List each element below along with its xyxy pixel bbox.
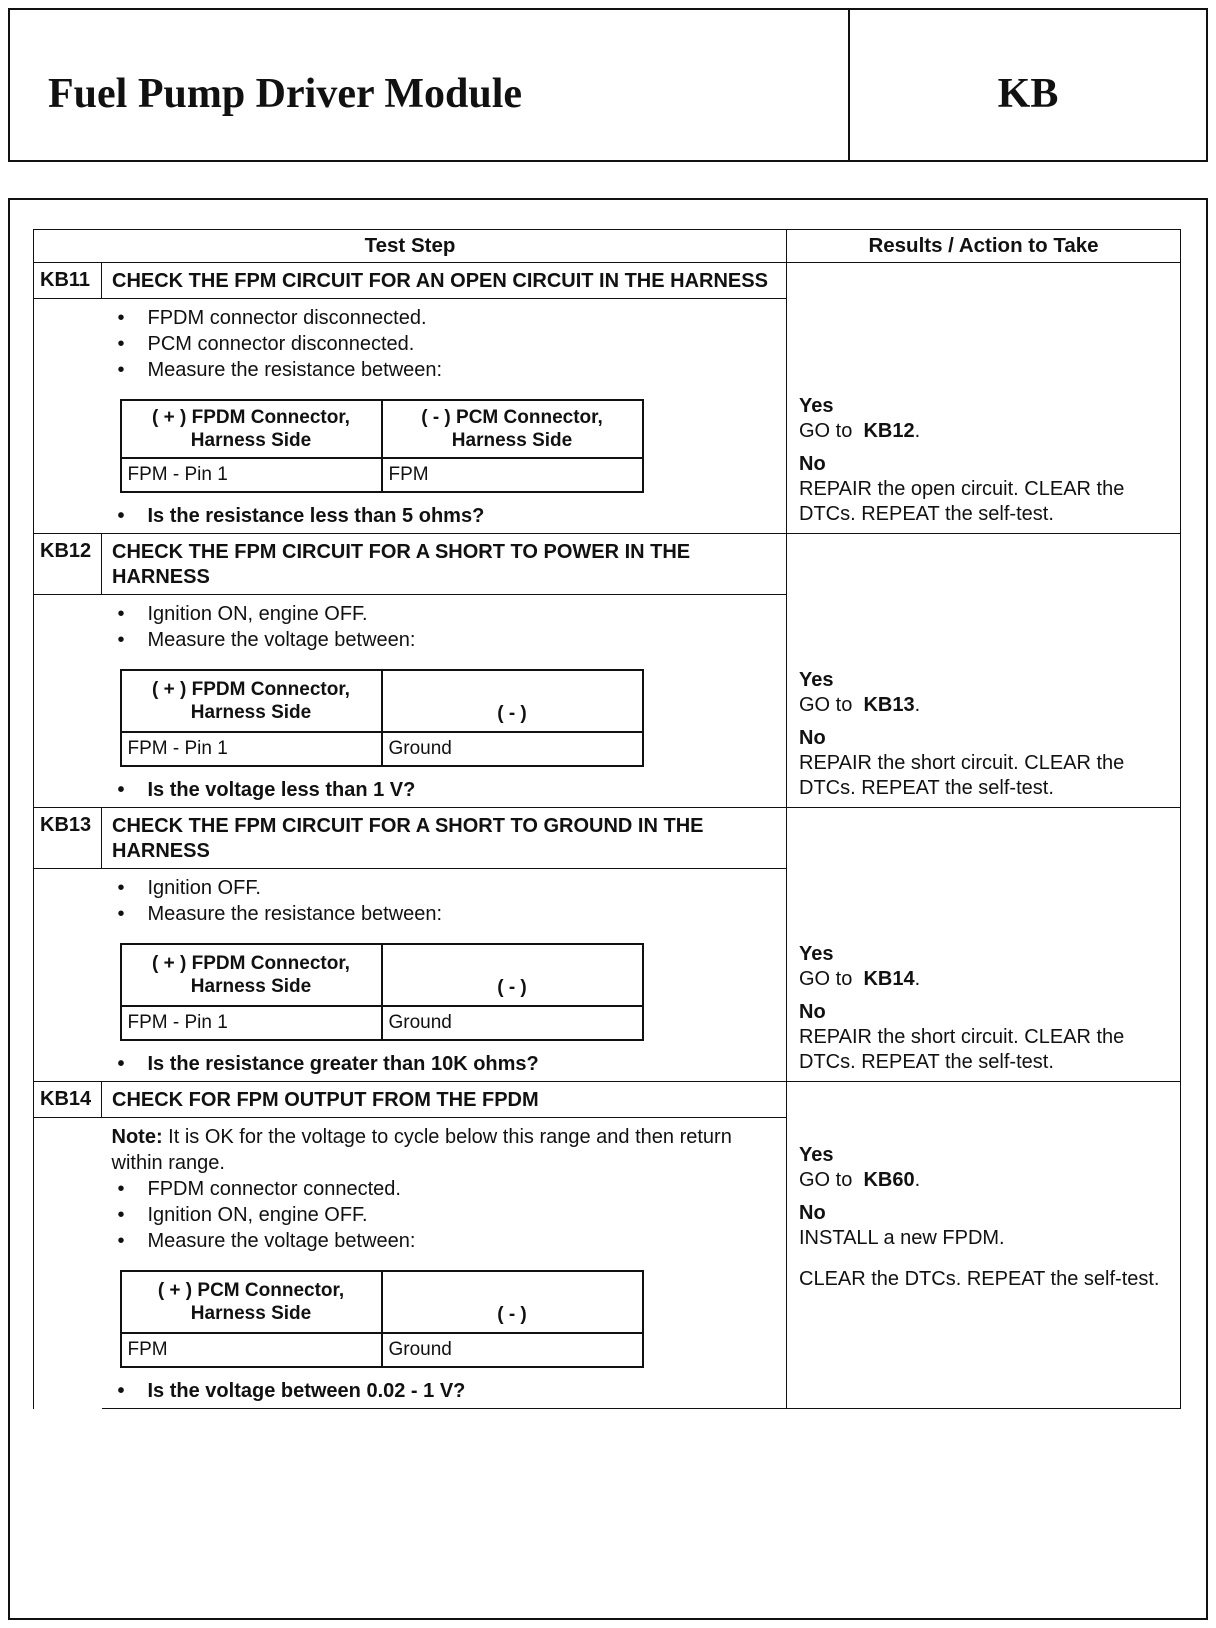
step-question: • Is the voltage less than 1 V? bbox=[112, 777, 777, 803]
step-body bbox=[102, 1118, 787, 1409]
measure-header-positive: ( + ) FPDM Connector, Harness Side bbox=[121, 944, 382, 1006]
step-title: CHECK THE FPM CIRCUIT FOR A SHORT TO GROUND IN THE HARNESS bbox=[102, 808, 787, 869]
measure-header-negative: ( - ) PCM Connector, Harness Side bbox=[382, 400, 643, 458]
yes-go: GO to bbox=[799, 420, 853, 442]
step-result: Yes GO to KB14. No REPAIR the short circuit. CLEAR the DTCs. REPEAT the self-test. bbox=[787, 808, 1181, 1082]
step-row-kb14 bbox=[34, 1082, 1181, 1118]
step-title: CHECK THE FPM CIRCUIT FOR A SHORT TO POWER IN THE HARNESS bbox=[102, 534, 787, 595]
yes-go: GO to bbox=[799, 968, 853, 990]
measure-cell: Ground bbox=[382, 1006, 643, 1040]
measure-header-negative: ( - ) bbox=[382, 670, 643, 732]
test-step-table bbox=[33, 229, 1181, 1409]
step-question: • Is the voltage between 0.02 - 1 V? bbox=[112, 1378, 777, 1404]
measure-cell: FPM - Pin 1 bbox=[121, 458, 382, 492]
yes-label: Yes bbox=[799, 395, 834, 417]
measure-header-positive: ( + ) PCM Connector, Harness Side bbox=[121, 1271, 382, 1333]
bullet-item: • Measure the resistance between: bbox=[112, 357, 777, 383]
section-code: KB bbox=[997, 71, 1059, 117]
bullet-item: • Measure the resistance between: bbox=[112, 901, 777, 927]
yes-target: KB60 bbox=[863, 1168, 915, 1191]
step-id: KB11 bbox=[34, 263, 102, 299]
step-result: Yes GO to KB13. No REPAIR the short circuit. CLEAR the DTCs. REPEAT the self-test. bbox=[787, 534, 1181, 808]
bullet-item: • Ignition ON, engine OFF. bbox=[112, 1202, 777, 1228]
step-id: KB14 bbox=[34, 1082, 102, 1118]
yes-go: GO to bbox=[799, 1168, 853, 1191]
step-result: Yes GO to KB12. No REPAIR the open circuit. CLEAR the DTCs. REPEAT the self-test. bbox=[787, 263, 1181, 534]
bullet-item: • FPDM connector connected. bbox=[112, 1176, 777, 1202]
bullet-item: • Ignition OFF. bbox=[112, 875, 777, 901]
step-id: KB12 bbox=[34, 534, 102, 595]
step-row-kb12 bbox=[34, 534, 1181, 595]
yes-target: KB14 bbox=[863, 968, 915, 990]
step-title: CHECK FOR FPM OUTPUT FROM THE FPDM bbox=[102, 1082, 787, 1118]
no-label: No bbox=[799, 453, 826, 475]
measure-cell: Ground bbox=[382, 732, 643, 766]
step-body bbox=[102, 595, 787, 808]
bullet-item: • Measure the voltage between: bbox=[112, 1228, 777, 1254]
step-body bbox=[102, 299, 787, 534]
no-label: No bbox=[799, 727, 826, 749]
yes-go: GO to bbox=[799, 694, 853, 716]
measure-cell: FPM - Pin 1 bbox=[121, 1006, 382, 1040]
step-body bbox=[102, 869, 787, 1082]
page-title: Fuel Pump Driver Module bbox=[48, 71, 523, 117]
yes-target: KB12 bbox=[863, 420, 915, 442]
measure-header-negative: ( - ) bbox=[382, 944, 643, 1006]
bullet-item: • Ignition ON, engine OFF. bbox=[112, 601, 777, 627]
yes-label: Yes bbox=[799, 669, 834, 691]
step-result: Yes GO to KB60. No INSTALL a new FPDM. CLEAR the DTCs. REPEAT the self-test. bbox=[787, 1082, 1181, 1409]
no-label: No bbox=[799, 1001, 826, 1023]
yes-label: Yes bbox=[799, 1143, 834, 1166]
no-text: REPAIR the open circuit. CLEAR the DTCs. REPEAT the self-test. bbox=[799, 478, 1125, 525]
step-question: • Is the resistance greater than 10K ohms? bbox=[112, 1051, 777, 1077]
page-header bbox=[8, 8, 1208, 162]
step-id: KB13 bbox=[34, 808, 102, 869]
measurement-table bbox=[120, 399, 644, 493]
step-note bbox=[112, 1124, 777, 1176]
note-text: It is OK for the voltage to cycle below this range and then return within range. bbox=[111, 1126, 732, 1174]
bullet-item: • FPDM connector disconnected. bbox=[112, 305, 777, 331]
header-test-step: Test Step bbox=[34, 230, 787, 263]
step-title: CHECK THE FPM CIRCUIT FOR AN OPEN CIRCUIT IN THE HARNESS bbox=[102, 263, 787, 299]
yes-label: Yes bbox=[799, 943, 834, 965]
no-text: INSTALL a new FPDM. bbox=[799, 1226, 1005, 1249]
measure-cell: FPM - Pin 1 bbox=[121, 732, 382, 766]
step-question: • Is the resistance less than 5 ohms? bbox=[112, 503, 777, 529]
header-results: Results / Action to Take bbox=[787, 230, 1181, 263]
measure-header-positive: ( + ) FPDM Connector, Harness Side bbox=[121, 670, 382, 732]
measurement-table bbox=[120, 1270, 644, 1368]
no-label: No bbox=[799, 1201, 826, 1224]
yes-target: KB13 bbox=[863, 694, 915, 716]
bullet-item: • Measure the voltage between: bbox=[112, 627, 777, 653]
note-label: Note: bbox=[111, 1126, 163, 1148]
no-text: REPAIR the short circuit. CLEAR the DTCs. REPEAT the self-test. bbox=[799, 1026, 1125, 1073]
measure-cell: FPM bbox=[121, 1333, 382, 1367]
bullet-item: • PCM connector disconnected. bbox=[112, 331, 777, 357]
measure-header-positive: ( + ) FPDM Connector, Harness Side bbox=[121, 400, 382, 458]
step-row-kb13 bbox=[34, 808, 1181, 869]
measurement-table bbox=[120, 943, 644, 1041]
measure-header-negative: ( - ) bbox=[382, 1271, 643, 1333]
measure-cell: FPM bbox=[382, 458, 643, 492]
no-text-2: CLEAR the DTCs. REPEAT the self-test. bbox=[799, 1267, 1160, 1290]
measurement-table bbox=[120, 669, 644, 767]
step-row-kb11 bbox=[34, 263, 1181, 299]
no-text: REPAIR the short circuit. CLEAR the DTCs. REPEAT the self-test. bbox=[799, 752, 1125, 799]
measure-cell: Ground bbox=[382, 1333, 643, 1367]
